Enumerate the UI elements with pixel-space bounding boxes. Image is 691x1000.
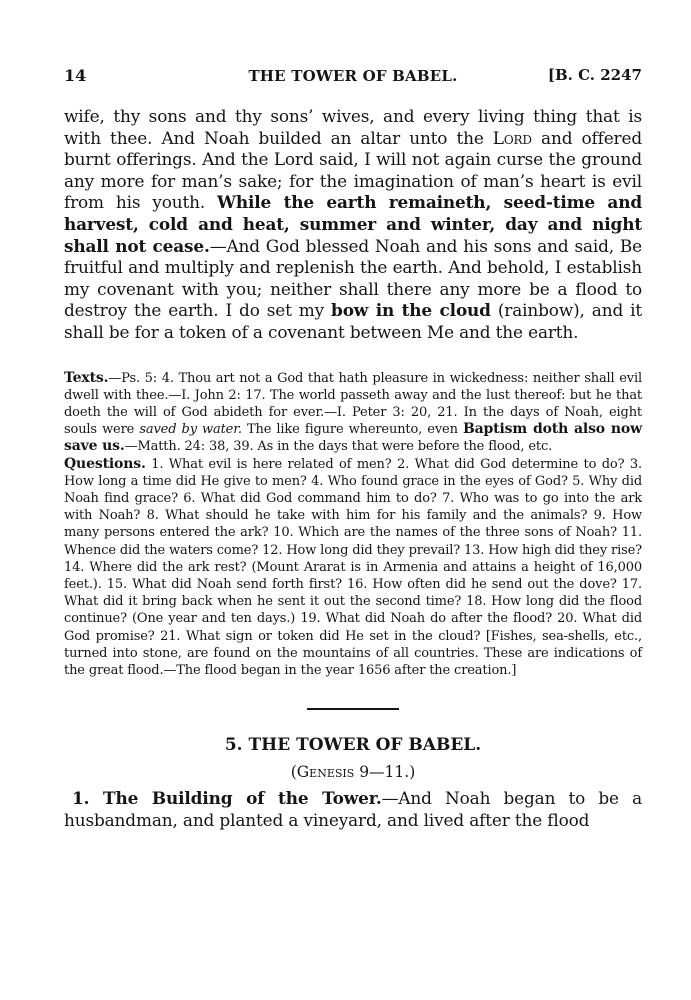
texts-label: Texts. (64, 369, 109, 386)
questions-label: Questions. (64, 455, 146, 472)
bold-passage: While the earth remaineth, seed-time and harvest, cold and heat, summer and winter, day and night shall not cease. (64, 192, 643, 256)
chapter-reference (64, 763, 642, 781)
texts-part: The like figure whereunto, even (241, 422, 463, 438)
texts-bold: Baptism doth also now save us. (64, 421, 642, 455)
texts-part: —Ps. 5: 4. Thou art not a God that hath pleasure in wickedness: neither shall evil dwell with thee.—I. John 2: 17. The world passeth away and the lust thereof: but he that doeth the will of God abideth for ever.—I. Peter 3: 20, 21. In the days of Noah, eight souls were (64, 370, 642, 438)
section-text: —And Noah began to be a husbandman, and planted a vineyard, and lived after the flood (64, 788, 642, 831)
bold-passage: bow in the cloud (331, 300, 491, 321)
running-header (64, 66, 642, 92)
lord-small-caps: Lord (492, 127, 532, 148)
section-divider (307, 708, 399, 710)
main-paragraph (64, 106, 642, 344)
texts-part: —Matth. 24: 38, 39. As in the days that were before the flood, etc. (124, 439, 553, 455)
questions-paragraph (64, 456, 642, 680)
chapter-reference-text: (Genesis 9—11.) (290, 763, 416, 782)
questions-body: 1. What evil is here related of men? 2. What did God determine to do? 3. How long a time did He give to men? 4. Who found grace in the eyes of God? 5. Why did Noah find grace? 6. What did God command him to do? 7. Who was to go into the ark with Noah? 8. What should he take with him for his family and the animals? 9. How many persons entered the ark? 10. Which are the names of the three sons of Noah? 11. Whence did the waters come? 12. How long did they prevail? 13. How high did they rise? 14. Where did the ark rest? (Mount Ararat is in Armenia and attains a height of 16,000 feet.). 15. What did Noah send forth first? 16. How often did he send out the dove? 17. What did it bring back when he sent it out the second time? 18. How long did the flood continue? (One year and ten days.) 19. What did Noah do after the flood? 20. What did God promise? 21. What sign or token did He set in the cloud? [Fishes, sea-shells, etc., turned into stone, are found on the mountains of all countries. These are indications of the great flood.—The flood began in the year 1656 after the creation.] (64, 456, 642, 678)
running-title: THE TOWER OF BABEL. (248, 67, 458, 85)
chapter-heading: 5. THE TOWER OF BABEL. (224, 735, 482, 756)
texts-italic: saved by water. (139, 422, 242, 438)
texts-paragraph (64, 370, 642, 456)
main-text-part: (rainbow), and it shall be for a token of a covenant between Me and the earth. (64, 300, 643, 342)
main-text-part: and offered burnt offerings. And the Lord said, I will not again curse the ground any more for man’s sake; for the imagination of man’s heart is evil from his youth. (64, 127, 642, 213)
main-text-part: —And God blessed Noah and his sons and said, Be fruitful and multiply and replenish the earth. And behold, I establish my covenant with you; neither shall there any more be a flood to destroy the earth. I do set my (64, 235, 643, 321)
header-date: [B. C. 2247 (547, 66, 642, 84)
book-page (64, 66, 642, 831)
main-text-part: wife, thy sons and thy sons’ wives, and every living thing that is with thee. And Noah builded an altar unto the (64, 106, 642, 148)
study-notes (64, 370, 642, 680)
section-title: 1. The Building of the Tower. (72, 788, 382, 809)
chapter-body (64, 787, 642, 831)
page-number: 14 (64, 66, 87, 85)
section-paragraph (64, 787, 642, 831)
